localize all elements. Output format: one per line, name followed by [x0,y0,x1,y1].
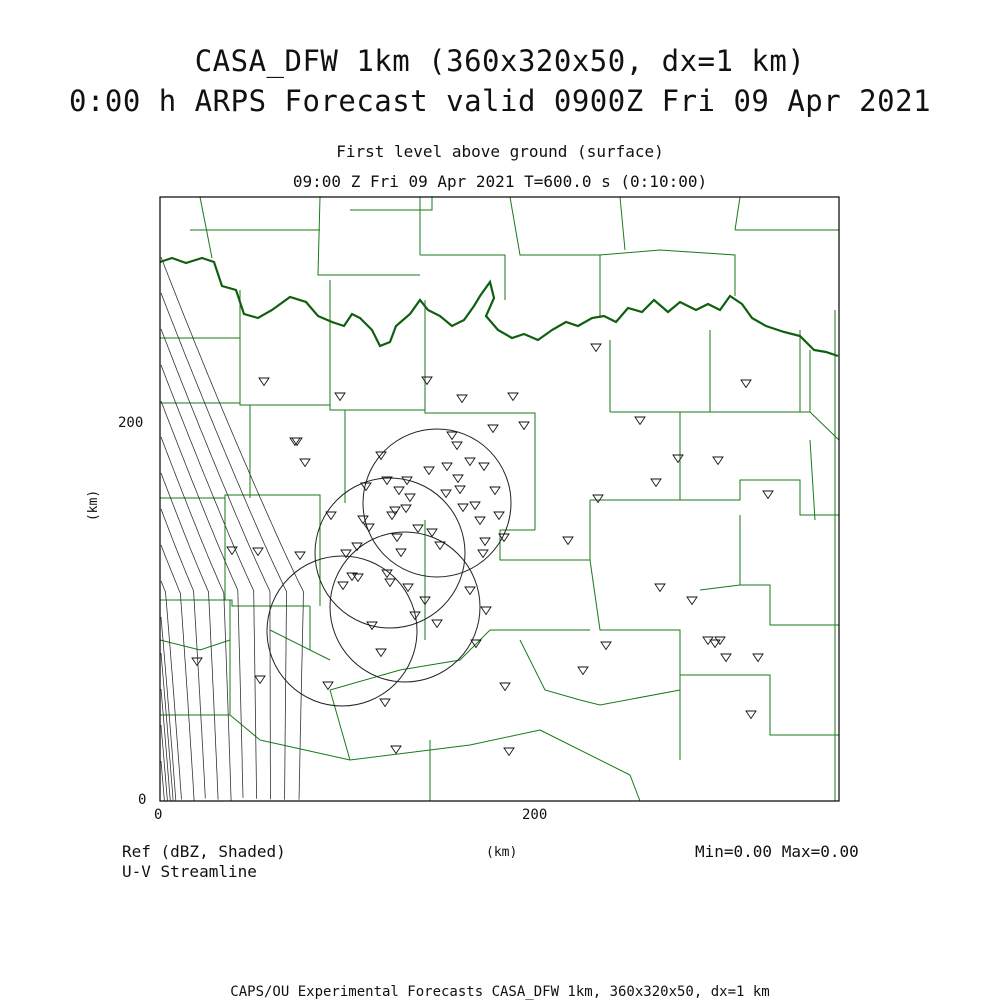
county-line [735,197,740,230]
station-marker [591,344,601,352]
station-marker [390,507,400,515]
county-line [710,350,810,412]
county-line [500,530,590,560]
county-line [700,585,740,590]
station-marker [578,667,588,675]
station-marker [192,658,202,666]
footer-credit: CAPS/OU Experimental Forecasts CASA_DFW 1km, 360x320x50, dx=1 km [230,984,770,1000]
radar-ring [330,532,480,682]
station-marker [326,512,336,520]
station-marker [763,491,773,499]
county-line [160,715,260,740]
radar-ring [363,429,511,577]
streamline [161,473,218,800]
station-marker [376,649,386,657]
station-marker [593,495,603,503]
station-marker [422,377,432,385]
station-marker [295,552,305,560]
station-marker [385,579,395,587]
county-line [160,600,310,606]
station-marker [458,504,468,512]
legend-field-label: Ref (dBZ, Shaded) [122,842,286,861]
station-marker [635,417,645,425]
station-marker [457,395,467,403]
x-tick-label-200: 200 [522,807,548,823]
streamline [161,293,287,800]
legend-streamline-label: U-V Streamline [122,862,257,881]
station-marker [253,548,263,556]
y-axis-label: (km) [86,489,102,522]
station-marker [508,393,518,401]
station-marker [453,475,463,483]
station-marker [396,549,406,557]
station-marker [713,457,723,465]
station-marker [255,676,265,684]
station-marker [452,442,462,450]
plot-frame [160,197,839,801]
station-marker [488,425,498,433]
county-line [510,197,600,318]
station-marker [601,642,611,650]
station-marker [353,574,363,582]
station-marker [519,422,529,430]
station-marker [480,538,490,546]
county-line [620,197,625,250]
county-line [270,630,330,660]
station-marker [300,459,310,467]
station-marker [432,620,442,628]
station-marker [392,534,402,542]
plot-subtitle-time: 09:00 Z Fri 09 Apr 2021 T=600.0 s (0:10:00) [292,172,708,191]
station-marker [479,463,489,471]
county-line [520,640,580,700]
county-line [330,630,490,690]
station-marker [478,550,488,558]
county-line [740,515,839,625]
y-tick-label-200: 200 [118,415,144,431]
streamline [161,761,164,801]
streamline [161,329,270,799]
radar-range-rings [267,429,511,706]
station-marker [323,682,333,690]
station-marker [424,467,434,475]
station-marker [364,524,374,532]
county-line [680,480,839,515]
station-marker [673,455,683,463]
radar-ring [267,556,417,706]
county-line [680,330,710,412]
county-line [590,412,680,500]
county-line [580,690,680,705]
streamline [161,725,167,801]
y-tick-label-0: 0 [138,792,147,808]
station-marker [441,490,451,498]
station-marker [391,746,401,754]
station-marker [500,683,510,691]
county-line [810,440,815,520]
station-marker [651,479,661,487]
station-marker [721,654,731,662]
station-marker [442,463,452,471]
county-line [540,730,640,801]
station-marker [687,597,697,605]
x-axis-label: (km) [486,845,518,860]
x-tick-label-0: 0 [154,807,163,823]
station-marker [465,587,475,595]
station-marker [405,494,415,502]
streamlines [161,257,304,801]
plot-title-line1: CASA_DFW 1km (360x320x50, dx=1 km) [194,44,806,78]
station-marker [413,525,423,533]
county-line [330,690,350,760]
radar-ring [315,478,465,628]
county-line [260,730,540,760]
county-line [600,250,735,296]
station-marker [504,748,514,756]
county-line [318,197,420,275]
station-marker [380,699,390,707]
station-marker [655,584,665,592]
station-marker [394,487,404,495]
station-marker [481,607,491,615]
plot-subtitle-level: First level above ground (surface) [336,142,664,161]
station-marker [746,711,756,719]
station-marker [338,582,348,590]
station-marker [259,378,269,386]
station-marker [465,458,475,466]
station-marker [703,637,713,645]
station-markers [192,344,773,756]
station-marker [447,432,457,440]
county-boundaries [160,197,839,801]
station-marker [401,505,411,513]
station-marker [563,537,573,545]
station-marker [361,483,371,491]
station-marker [358,516,368,524]
plot-title-line2: 0:00 h ARPS Forecast valid 0900Z Fri 09 Apr 2021 [68,84,932,118]
station-marker [470,502,480,510]
county-line [160,403,535,425]
station-marker [741,380,751,388]
min-max-readout: Min=0.00 Max=0.00 [695,842,859,861]
station-marker [455,486,465,494]
station-marker [753,654,763,662]
county-line [200,197,212,258]
station-marker [490,487,500,495]
station-marker [475,517,485,525]
state-border-line [160,258,838,356]
station-marker [494,512,504,520]
station-marker [335,393,345,401]
streamline [161,509,205,798]
station-marker [710,640,720,648]
